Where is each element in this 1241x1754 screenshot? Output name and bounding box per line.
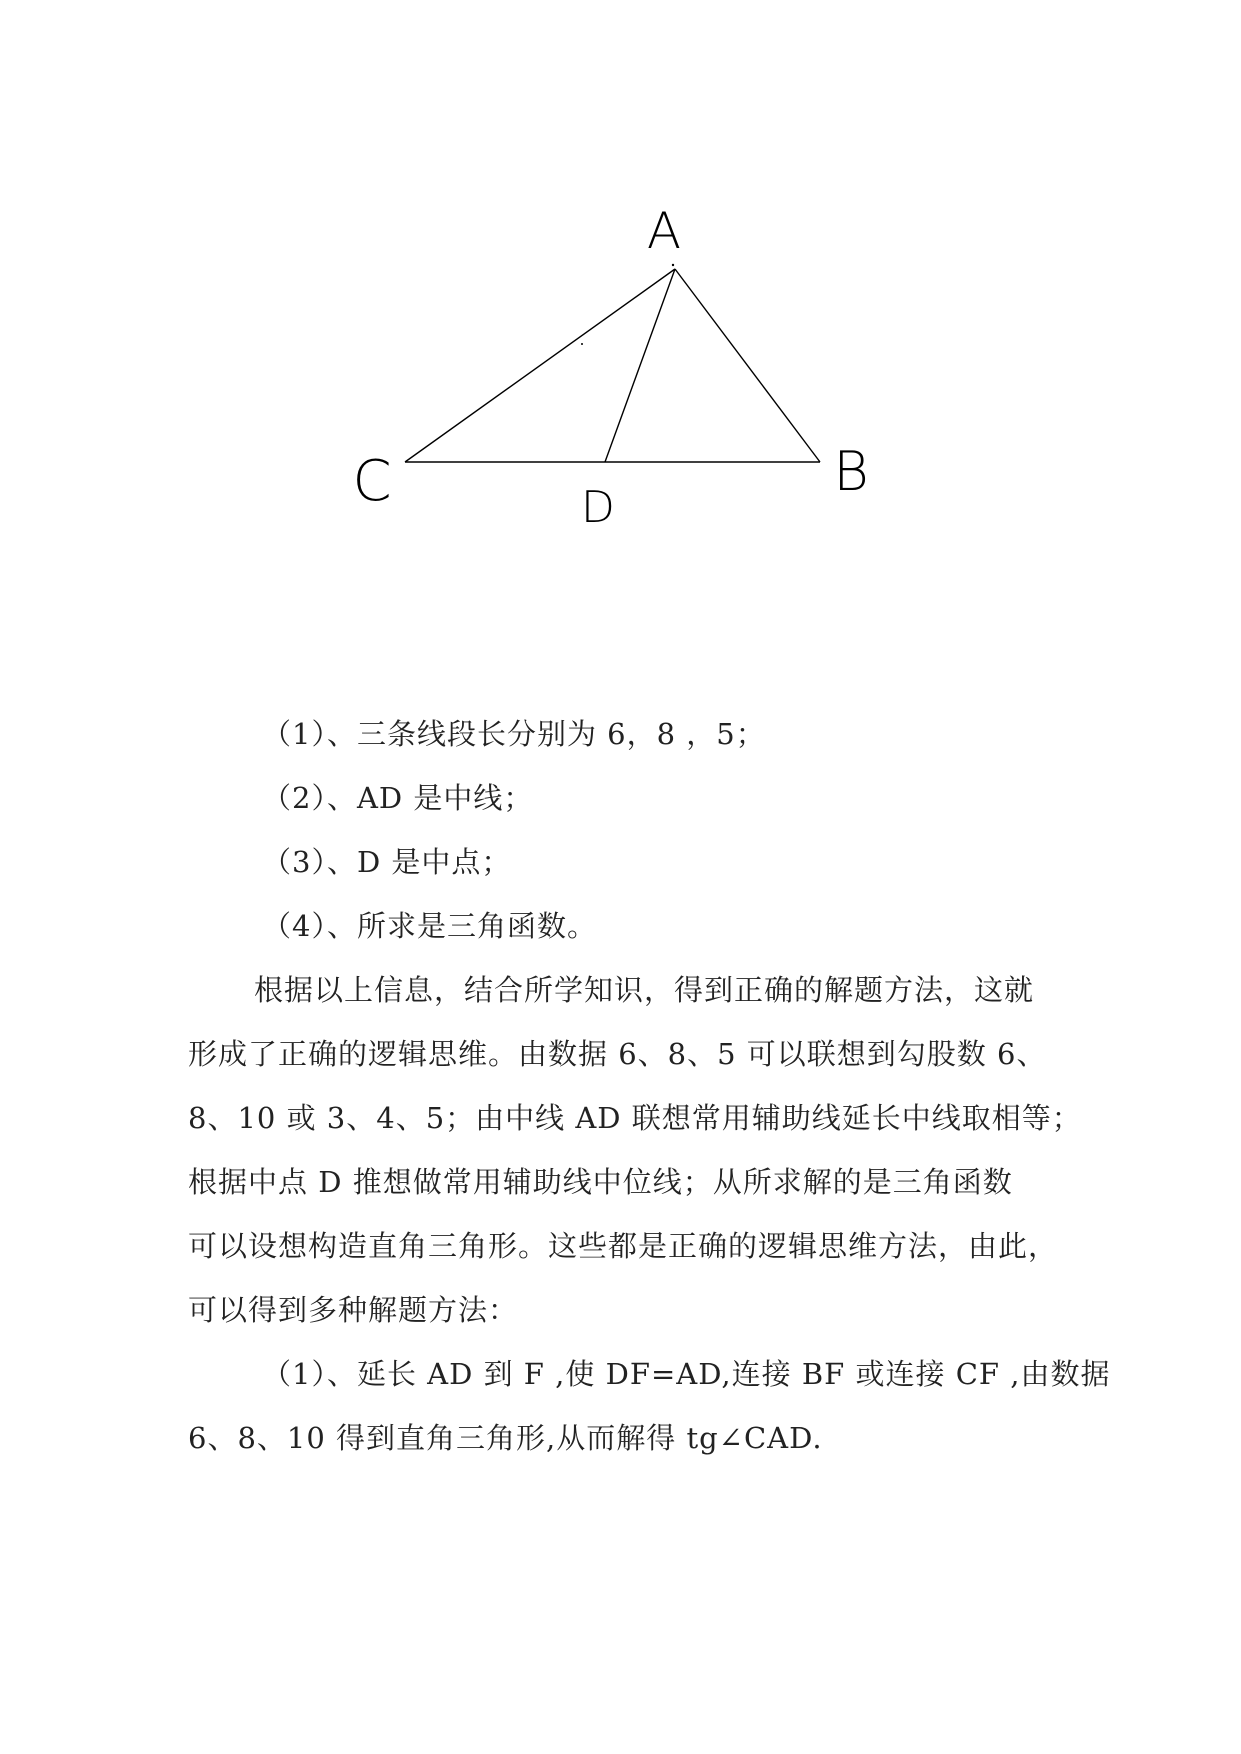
paragraph-line-3: 8、10 或 3、4、5；由中线 AD 联想常用辅助线延长中线取相等； <box>188 1101 1082 1135</box>
paragraph-line-5: 可以设想构造直角三角形。这些都是正确的逻辑思维方法，由此， <box>188 1229 1059 1263</box>
condition-4: （4）、所求是三角函数。 <box>262 909 597 943</box>
triangle-figure <box>0 0 1241 560</box>
method-1-line-2: 6、8、10 得到直角三角形,从而解得 tg∠CAD. <box>188 1421 823 1455</box>
paragraph-line-4: 根据中点 D 推想做常用辅助线中位线；从所求解的是三角函数 <box>188 1165 1013 1199</box>
segment-ab <box>675 269 820 462</box>
condition-2: （2）、AD 是中线； <box>262 781 534 815</box>
paragraph-line-2: 形成了正确的逻辑思维。由数据 6、8、5 可以联想到勾股数 6、 <box>188 1037 1047 1071</box>
segment-ac <box>405 269 675 462</box>
label-a: A <box>646 202 682 260</box>
segment-ad <box>605 269 675 462</box>
vertex-a-dot <box>672 264 674 266</box>
paragraph-line-6: 可以得到多种解题方法： <box>188 1293 519 1327</box>
label-b: B <box>833 440 869 503</box>
label-c: C <box>352 449 392 514</box>
condition-3: （3）、D 是中点； <box>262 845 512 879</box>
triangle-lines <box>405 269 820 462</box>
method-1-line-1: （1）、延长 AD 到 F ,使 DF=AD,连接 BF 或连接 CF ,由数据 <box>262 1357 1111 1391</box>
stray-dot <box>581 343 583 345</box>
condition-1: （1）、三条线段长分别为 6，8 ，5； <box>262 717 766 751</box>
label-d: D <box>581 482 615 533</box>
paragraph-line-1: 根据以上信息，结合所学知识，得到正确的解题方法，这就 <box>254 973 1035 1007</box>
